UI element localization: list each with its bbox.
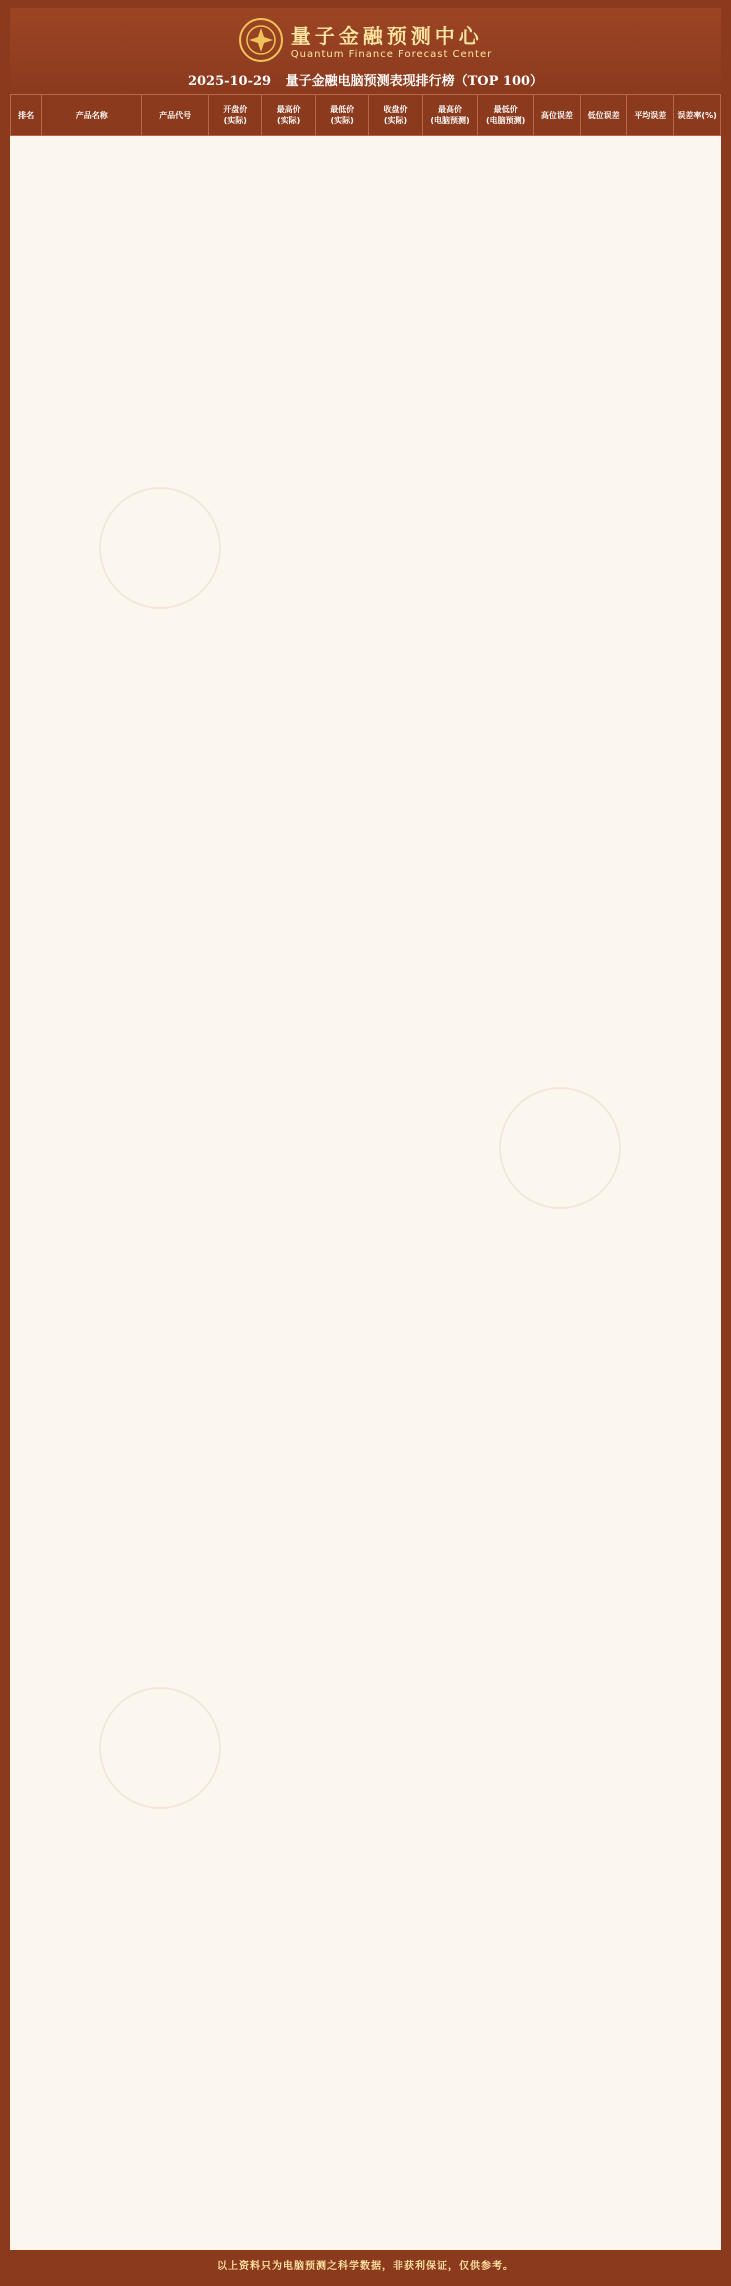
col-err-high: 高位误差 xyxy=(533,95,580,136)
report-date: 2025-10-29 xyxy=(187,74,272,89)
brand-name-cn: 量子金融预测中心 xyxy=(290,24,483,48)
table-header-row xyxy=(11,95,721,136)
col-code: 产品代号 xyxy=(142,95,209,136)
col-pred-high: 最高价 (电脑预测) xyxy=(422,95,478,136)
brand-name-en: Quantum Finance Forecast Center xyxy=(290,49,493,60)
col-low: 最低价 (实际) xyxy=(315,95,368,136)
report-title xyxy=(10,70,721,89)
col-open: 开盘价 (实际) xyxy=(209,95,262,136)
col-err-avg: 平均误差 xyxy=(627,95,674,136)
disclaimer-footer: 以上资料只为电脑预测之科学数据，非获利保证，仅供参考。 xyxy=(10,2250,721,2278)
col-close: 收盘价 (实际) xyxy=(369,95,422,136)
report-page xyxy=(10,8,721,2278)
brand-text xyxy=(291,20,492,60)
report-header xyxy=(10,8,721,94)
col-name: 产品名称 xyxy=(42,95,142,136)
col-err-low: 低位误差 xyxy=(580,95,627,136)
col-high: 最高价 (实际) xyxy=(262,95,315,136)
ranking-table xyxy=(10,94,721,136)
logo-icon xyxy=(239,18,283,62)
watermark-logo xyxy=(10,148,721,2248)
report-title-text: 量子金融电脑预测表现排行榜（TOP 100） xyxy=(285,74,544,89)
brand-row xyxy=(10,18,721,62)
col-err-rate: 误差率(%) xyxy=(674,95,721,136)
col-rank: 排名 xyxy=(11,95,42,136)
col-pred-low: 最低价 (电脑预测) xyxy=(478,95,534,136)
